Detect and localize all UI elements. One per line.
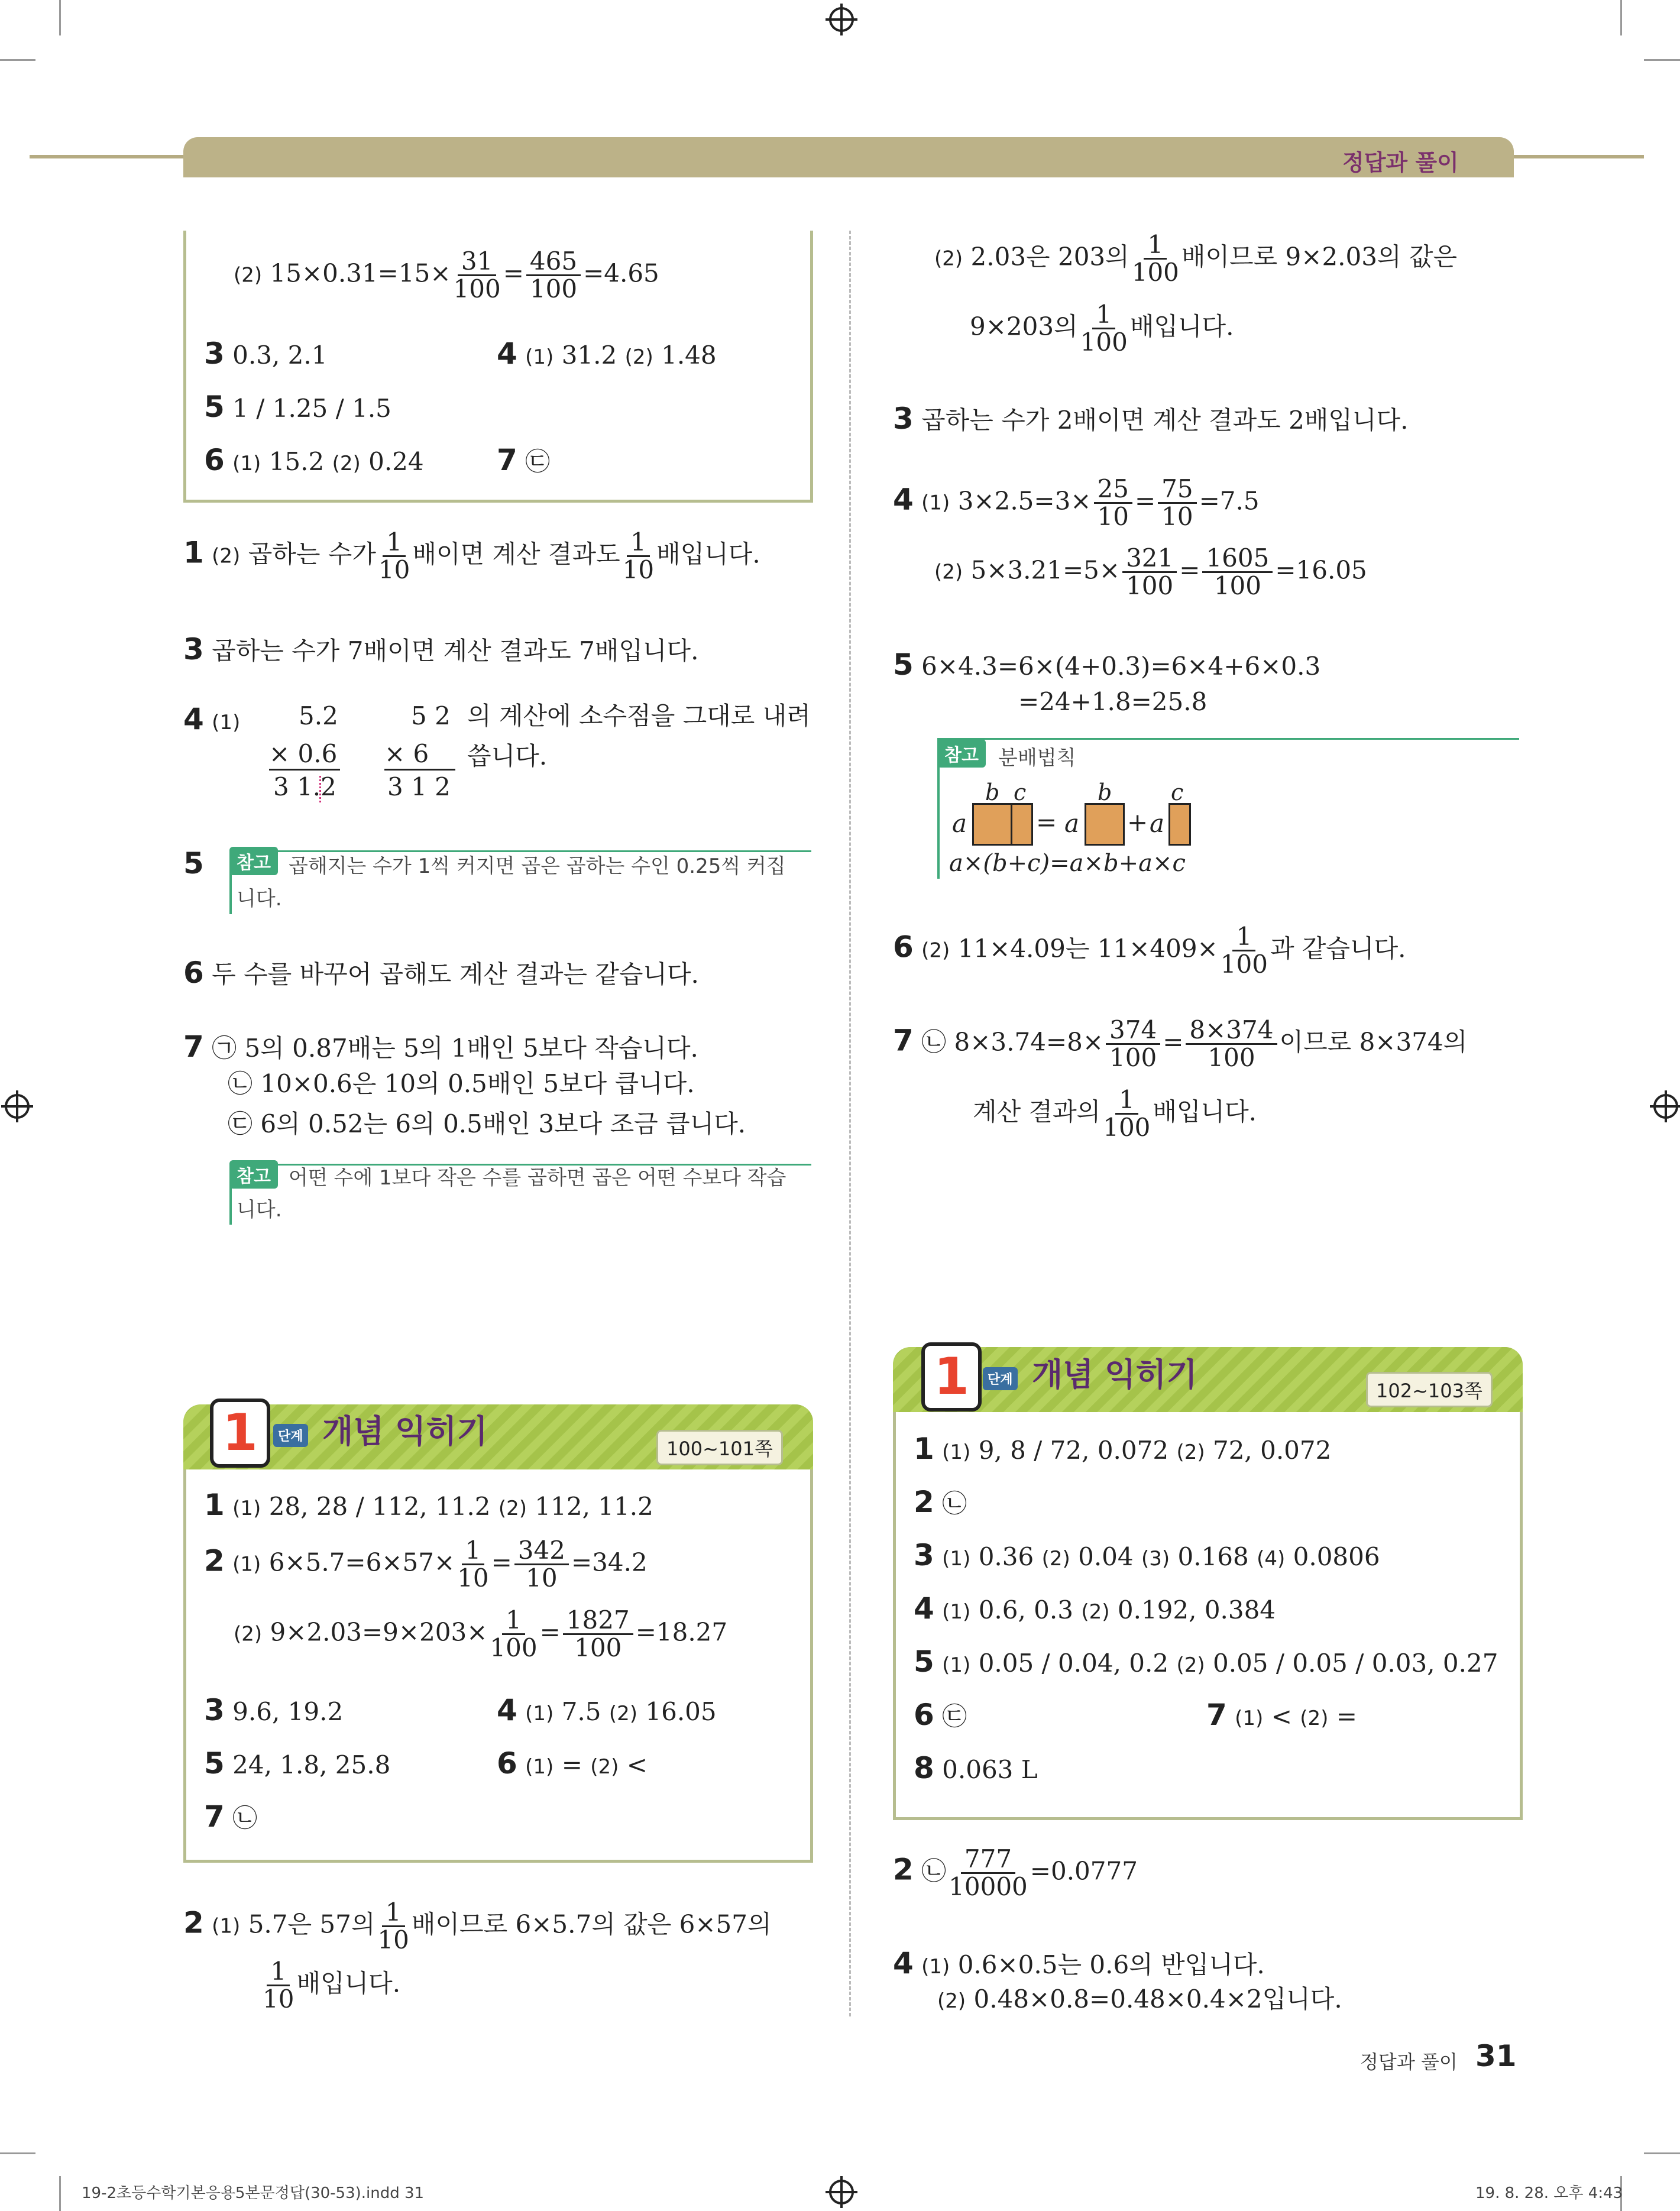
expl-7: 7 ㉠ 5의 0.87배는 5의 1배인 5보다 작습니다. — [183, 1030, 698, 1064]
note-text: 니다. — [237, 887, 282, 911]
calc-a-row1: 5.2 — [299, 701, 338, 730]
box1-q3: 3 0.3, 2.1 — [204, 336, 328, 371]
box3-q6: 6 ㉢ — [914, 1698, 967, 1732]
crop-mark — [1620, 0, 1622, 35]
s-expl-4: 4 (1) 0.6×0.5는 0.6의 반입니다. — [893, 1946, 1265, 1980]
calc-a-row2: × 0.6 — [269, 739, 340, 771]
crop-mark — [59, 0, 61, 35]
registration-mark-icon — [5, 1094, 30, 1119]
expl-4-text2: 씁니다. — [467, 742, 548, 771]
registration-mark-icon — [1653, 1094, 1678, 1119]
expl-2-line2: $\frac{1}{10}$ 배입니다. — [263, 1957, 401, 2014]
box3-q8: 8 0.063 L — [914, 1751, 1038, 1785]
note-text: 분배법칙 — [998, 746, 1076, 770]
calc-b-row2: × 6 — [384, 739, 455, 771]
box2-q3: 3 9.6, 19.2 — [204, 1693, 344, 1727]
diagram-label-b: b — [1098, 779, 1112, 805]
page-range-badge: 102~103쪽 — [1366, 1372, 1493, 1407]
calc-b-row3: 3 1 2 — [387, 772, 451, 801]
diagram-rect-b — [1085, 803, 1125, 846]
diagram-label-c: c — [1171, 779, 1184, 805]
box3-q5: 5 (1) 0.05 / 0.04, 0.2 (2) 0.05 / 0.05 / 0.03, 0.27 — [914, 1645, 1498, 1679]
crop-mark — [0, 2152, 35, 2154]
diagram-label-a: a — [1150, 809, 1165, 838]
box2-q5: 5 24, 1.8, 25.8 — [204, 1746, 391, 1781]
expl-7-line3: ㉢ 6의 0.52는 6의 0.5배인 3보다 조금 큽니다. — [228, 1109, 746, 1138]
expl-4-number: 4 (1) — [183, 702, 241, 736]
step-number-badge: 1 — [210, 1399, 270, 1468]
expl-4-text1: 의 계산에 소수점을 그대로 내려 — [467, 701, 811, 730]
box3-q1: 1 (1) 9, 8 / 72, 0.072 (2) 72, 0.072 — [914, 1432, 1332, 1466]
box3-q7: 7 (1) < (2) = — [1206, 1698, 1357, 1732]
concept-box-right — [893, 1347, 1523, 1820]
calc-b-row1: 5 2 — [411, 701, 451, 730]
print-file-name: 19-2초등수학기본응용5본문정답(30-53).indd 31 — [82, 2184, 425, 2202]
print-date: 19. 8. 28. 오후 4:43 — [1475, 2184, 1623, 2202]
expl-7-line2: ㉡ 10×0.6은 10의 0.5배인 5보다 큽니다. — [228, 1069, 695, 1098]
box2-q7: 7 ㉡ — [204, 1799, 258, 1834]
box3-q4: 4 (1) 0.6, 0.3 (2) 0.192, 0.384 — [914, 1591, 1276, 1626]
note-text: 어떤 수에 1보다 작은 수를 곱하면 곱은 어떤 수보다 작습 — [289, 1166, 786, 1190]
note-tag: 참고 — [229, 1160, 278, 1189]
box2-q4: 4 (1) 7.5 (2) 16.05 — [497, 1693, 717, 1727]
box1-line1: (2) 15×0.31=15× $\frac{31}{100}$ = $\frac{465}{100}$ =4.65 — [234, 247, 659, 304]
diagram-label-c: c — [1014, 779, 1027, 805]
r-expl-6: 6 (2) 11×4.09는 11×409× $\frac{1}{100}$ 과 같습니다. — [893, 922, 1406, 979]
crop-mark — [0, 59, 35, 61]
r-expl-7: 7 ㉡ 8×3.74=8× $\frac{374}{100}$ = $\frac{8\times 374}{100}$ 이므로 8×374의 — [893, 1015, 1468, 1073]
r-expl-4b: (2) 5×3.21=5× $\frac{321}{100}$ = $\frac{1605}{100}$ =16.05 — [934, 543, 1367, 601]
box1-q5: 5 1 / 1.25 / 1.5 — [204, 390, 391, 424]
box1-q7: 7 ㉢ — [497, 443, 551, 477]
step-number-badge: 1 — [921, 1342, 982, 1412]
diagram-rect-c — [1168, 803, 1191, 846]
s-expl-2: 2 ㉡ $\frac{777}{10000}$ =0.0777 — [893, 1844, 1138, 1902]
expl-5-number: 5 — [183, 846, 204, 880]
diagram-label-a: a — [1064, 809, 1080, 838]
r-expl-4a: 4 (1) 3×2.5=3× $\frac{25}{10}$ = $\frac{75}{10}$ =7.5 — [893, 474, 1260, 532]
box2-q6: 6 (1) = (2) < — [497, 1746, 648, 1781]
page-range-badge: 100~101쪽 — [656, 1430, 783, 1465]
registration-mark-icon — [829, 7, 854, 32]
box1-q4: 4 (1) 31.2 (2) 1.48 — [497, 336, 717, 371]
distributive-formula: a×(b+c)=a×b+a×c — [949, 850, 1186, 877]
box3-q2: 2 ㉡ — [914, 1485, 967, 1519]
s-expl-4-line2: (2) 0.48×0.8=0.48×0.4×2입니다. — [937, 1985, 1342, 2013]
header-bar — [183, 137, 1514, 177]
expl-1: 1 (2) 곱하는 수가 $\frac{1}{10}$ 배이면 계산 결과도 $\frac{1}{10}$ 배입니다. — [183, 527, 760, 585]
expl-2: 2 (1) 5.7은 57의 $\frac{1}{10}$ 배이므로 6×5.7의 값은 6×57의 — [183, 1898, 772, 1955]
registration-mark-icon — [829, 2180, 854, 2204]
column-divider — [849, 231, 851, 2016]
step-label: 단계 — [273, 1424, 308, 1447]
concept-box-title: 개념 익히기 — [1032, 1356, 1197, 1393]
diagram-rect-b — [972, 803, 1012, 846]
r-expl-2-line2: 9×203의 $\frac{1}{100}$ 배입니다. — [970, 300, 1234, 357]
box2-q1: 1 (1) 28, 28 / 112, 11.2 (2) 112, 11.2 — [204, 1488, 653, 1522]
calc-a-row3: 3 1.2 — [273, 772, 336, 801]
header-title: 정답과 풀이 — [1342, 150, 1459, 176]
page-number: 31 — [1475, 2039, 1517, 2073]
footer-label: 정답과 풀이 — [1360, 2051, 1458, 2073]
r-expl-3: 3 곱하는 수가 2배이면 계산 결과도 2배입니다. — [893, 402, 1409, 436]
r-expl-5: 5 6×4.3=6×(4+0.3)=6×4+6×0.3 — [893, 648, 1321, 682]
box3-q3: 3 (1) 0.36 (2) 0.04 (3) 0.168 (4) 0.0806 — [914, 1538, 1380, 1572]
crop-mark — [1644, 59, 1680, 61]
step-label: 단계 — [983, 1367, 1018, 1390]
note-text: 니다. — [237, 1198, 282, 1222]
r-expl-2: (2) 2.03은 203의 $\frac{1}{100}$ 배이므로 9×2.03의 값은 — [934, 230, 1458, 287]
decimal-guide — [319, 776, 321, 802]
diagram-rect-c — [1011, 803, 1033, 846]
diagram-equals: = — [1036, 808, 1057, 837]
note-text: 곱해지는 수가 1씩 커지면 곱은 곱하는 수인 0.25씩 커집 — [289, 854, 786, 878]
box2-q2b: (2) 9×2.03=9×203× $\frac{1}{100}$ = $\frac{1827}{100}$ =18.27 — [234, 1605, 728, 1663]
note-tag: 참고 — [229, 847, 278, 875]
diagram-plus: + — [1127, 808, 1148, 837]
expl-3: 3 곱하는 수가 7배이면 계산 결과도 7배입니다. — [183, 632, 699, 666]
r-expl-5-line2: =24+1.8=25.8 — [1018, 687, 1208, 716]
note-tag: 참고 — [937, 739, 986, 768]
box1-q6: 6 (1) 15.2 (2) 0.24 — [204, 443, 424, 477]
expl-6: 6 두 수를 바꾸어 곱해도 계산 결과는 같습니다. — [183, 956, 699, 990]
box2-q2a: 2 (1) 6×5.7=6×57× $\frac{1}{10}$ = $\frac{342}{10}$ =34.2 — [204, 1536, 648, 1593]
diagram-label-b: b — [985, 779, 1000, 805]
diagram-label-a: a — [952, 809, 967, 838]
r-expl-7-line2: 계산 결과의 $\frac{1}{100}$ 배입니다. — [973, 1085, 1257, 1142]
concept-box-title: 개념 익히기 — [322, 1413, 488, 1450]
crop-mark — [59, 2176, 61, 2211]
crop-mark — [1644, 2152, 1680, 2154]
